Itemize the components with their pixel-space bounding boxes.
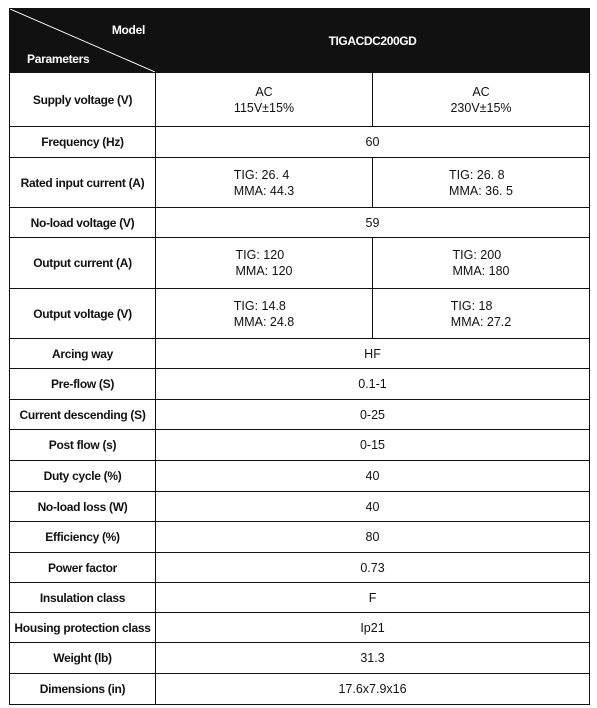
value-line: TIG: 26. 8	[449, 167, 505, 182]
table-row	[10, 369, 590, 400]
table-row	[10, 208, 590, 238]
value-line: TIG: 18	[450, 298, 493, 313]
table-row	[10, 73, 590, 127]
value-cell: 59	[156, 208, 590, 238]
value-cell: 0.1-1	[156, 369, 590, 400]
parameters-header-label: Parameters	[27, 52, 90, 66]
table-row	[10, 339, 590, 369]
value-cell: F	[156, 583, 590, 613]
value-cell: 40	[156, 461, 590, 492]
header-row	[10, 9, 590, 73]
table-row	[10, 430, 590, 461]
row-label: Duty cycle (%)	[10, 461, 156, 492]
table-row	[10, 127, 590, 158]
table-row	[10, 553, 590, 583]
model-header-label: Model	[111, 23, 145, 37]
value-line: MMA: 44.3	[233, 183, 295, 198]
model-name-header: TIGACDC200GD	[156, 9, 590, 73]
value-line: MMA: 24.8	[233, 314, 295, 329]
value-line: MMA: 180	[452, 264, 510, 278]
table-row	[10, 461, 590, 492]
value-cell: HF	[156, 339, 590, 369]
table-row	[10, 674, 590, 705]
value-cell: 17.6x7.9x16	[156, 674, 590, 705]
row-label: Power factor	[10, 553, 156, 583]
value-cell	[156, 73, 373, 127]
value-line: TIG: 14.8	[233, 298, 286, 313]
value-cell: 0-25	[156, 400, 590, 430]
row-label: Post flow (s)	[10, 430, 156, 461]
table-row	[10, 613, 590, 643]
row-label: Frequency (Hz)	[10, 127, 156, 158]
value-cell	[373, 238, 590, 289]
row-label: No-load loss (W)	[10, 492, 156, 522]
row-label: Supply voltage (V)	[10, 73, 156, 127]
value-line: 115V±15%	[233, 100, 295, 115]
row-label: Dimensions (in)	[10, 674, 156, 705]
value-cell: Ip21	[156, 613, 590, 643]
row-label: Current descending (S)	[10, 400, 156, 430]
row-label: Efficiency (%)	[10, 522, 156, 553]
table-row	[10, 583, 590, 613]
table-row	[10, 522, 590, 553]
header-corner-cell	[10, 9, 156, 73]
value-line: AC	[255, 84, 273, 99]
value-cell	[373, 73, 590, 127]
value-line: TIG: 120	[235, 248, 285, 262]
value-cell: 60	[156, 127, 590, 158]
table-row	[10, 400, 590, 430]
value-cell	[156, 289, 373, 339]
value-cell: 31.3	[156, 643, 590, 674]
value-cell	[373, 289, 590, 339]
row-label: Weight (lb)	[10, 643, 156, 674]
value-line: TIG: 26. 4	[233, 167, 290, 182]
value-line: MMA: 36. 5	[449, 183, 513, 198]
table-row	[10, 289, 590, 339]
table-row	[10, 643, 590, 674]
row-label: Pre-flow (S)	[10, 369, 156, 400]
value-cell: 0-15	[156, 430, 590, 461]
value-cell: 40	[156, 492, 590, 522]
row-label: Output current (A)	[10, 238, 156, 289]
specifications-table	[9, 8, 590, 705]
row-label: Output voltage (V)	[10, 289, 156, 339]
value-line: MMA: 120	[235, 264, 293, 278]
value-cell	[156, 238, 373, 289]
row-label: Arcing way	[10, 339, 156, 369]
value-line: MMA: 27.2	[450, 314, 512, 329]
table-row	[10, 158, 590, 208]
row-label: Housing protection class	[10, 613, 156, 643]
table-row	[10, 238, 590, 289]
row-label: Rated input current (A)	[10, 158, 156, 208]
value-cell: 80	[156, 522, 590, 553]
table-row	[10, 492, 590, 522]
value-cell	[156, 158, 373, 208]
row-label: No-load voltage (V)	[10, 208, 156, 238]
value-cell: 0.73	[156, 553, 590, 583]
value-line: 230V±15%	[450, 100, 512, 115]
value-line: TIG: 200	[452, 248, 502, 262]
row-label: Insulation class	[10, 583, 156, 613]
value-cell	[373, 158, 590, 208]
value-line: AC	[472, 84, 490, 99]
